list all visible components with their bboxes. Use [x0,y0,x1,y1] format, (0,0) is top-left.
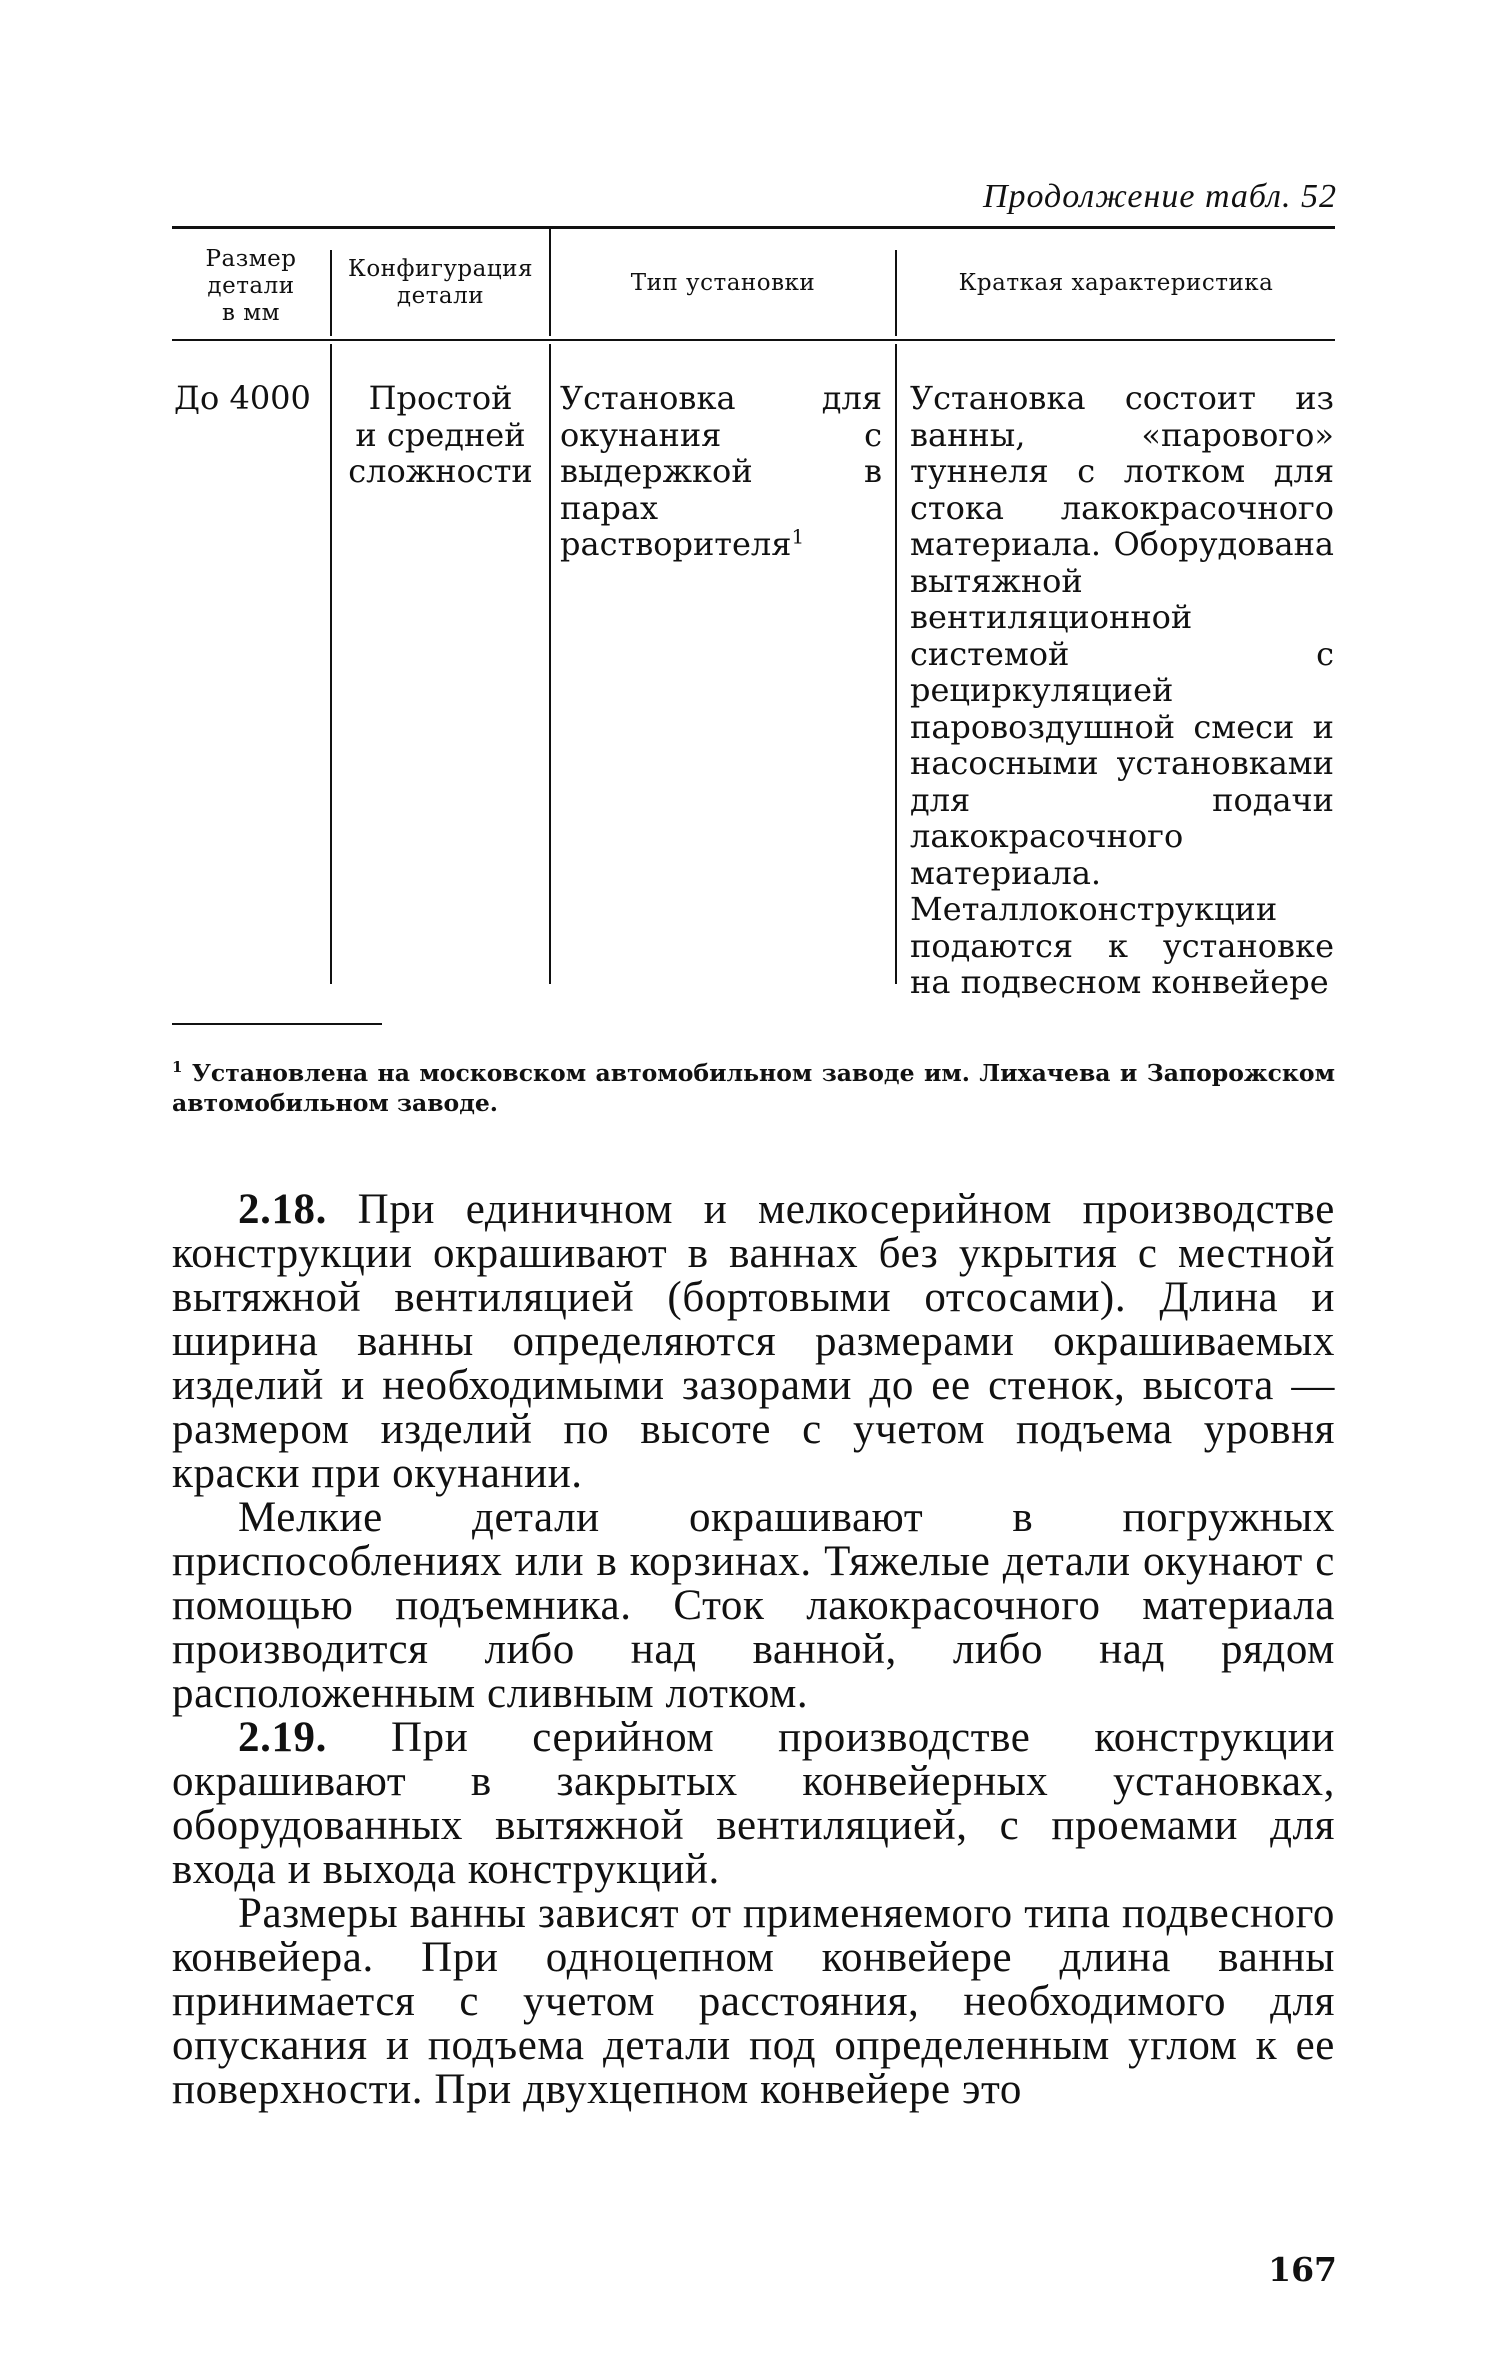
paragraph [172,1892,1335,2112]
paragraph-text: При серийном производстве конструкции окрашивают в закрытых конвейерных установках, оборудованных вытяжной вентиляцией, с проемами для входа и выхода конструкций. [172,1714,1335,1893]
footnote-text: Установлена на московском автомобильном заводе им. Лихачева и Запорожском автомобильном заводе. [172,1058,1335,1117]
paragraph-text: Размеры ванны зависят от применяемого типа подвесного конвейера. При одноцепном конвейере длина ванны принимается с учетом расстояния, необходимого для опускания и подъема детали под определенным углом к ее поверхности. При двухцепном конвейере это [172,1890,1335,2113]
cell-configuration: Простой и средней сложности [348,379,533,490]
paragraph [172,1496,1335,1716]
footnote-marker: 1 [172,1058,183,1076]
column-divider [895,344,897,984]
section-number: 2.19. [238,1714,327,1761]
header-size: Размер детали в мм [205,246,297,326]
paragraph-2-18 [172,1188,1335,1496]
header-installation-type: Тип установки [630,270,816,296]
header-configuration: Конфигурация детали [348,256,533,309]
cell-size: До 4000 [174,379,311,417]
cell-installation-type [560,380,882,563]
cell-description: Установка состоит из ванны, «парового» туннеля с лотком для стока лакокрасочного материала. Оборудована вытяжной вентиляционной системой с рециркуляцией паровоздушной смеси и насосными установками для подачи лакокрасочного материала. Металлоконструкции подаются к установке на подвесном конвейере [910,379,1334,1001]
column-divider [549,344,551,984]
footnote-rule [172,1023,382,1025]
body-text [172,1188,1335,2112]
installation-type-text: Установка для окунания с выдержкой в парах растворителя [560,379,882,563]
table-continuation-caption: Продолжение табл. 52 [982,178,1337,215]
header-description: Краткая характеристика [958,270,1274,296]
paragraph-2-19 [172,1716,1335,1892]
footnote-ref: 1 [791,524,805,549]
paragraph-text: Мелкие детали окрашивают в погружных приспособлениях или в корзинах. Тяжелые детали окунают с помощью подъемника. Сток лакокрасочного материала производится либо над ванной, либо над рядом расположенным сливным лотком. [172,1494,1335,1717]
paragraph-text: При единичном и мелкосерийном производстве конструкции окрашивают в ваннах без укрытия с местной вытяжной вентиляцией (бортовыми отсосами). Длина и ширина ванны определяются размерами окрашиваемых изделий и необходимыми зазорами до ее стенок, высота — размером изделий по высоте с учетом подъема уровня краски при окунании. [172,1186,1335,1497]
footnote [172,1052,1335,1118]
table-top-rule [172,226,1335,229]
page-number: 167 [1268,2250,1337,2289]
section-number: 2.18. [238,1186,327,1233]
table-header-rule [172,339,1335,341]
